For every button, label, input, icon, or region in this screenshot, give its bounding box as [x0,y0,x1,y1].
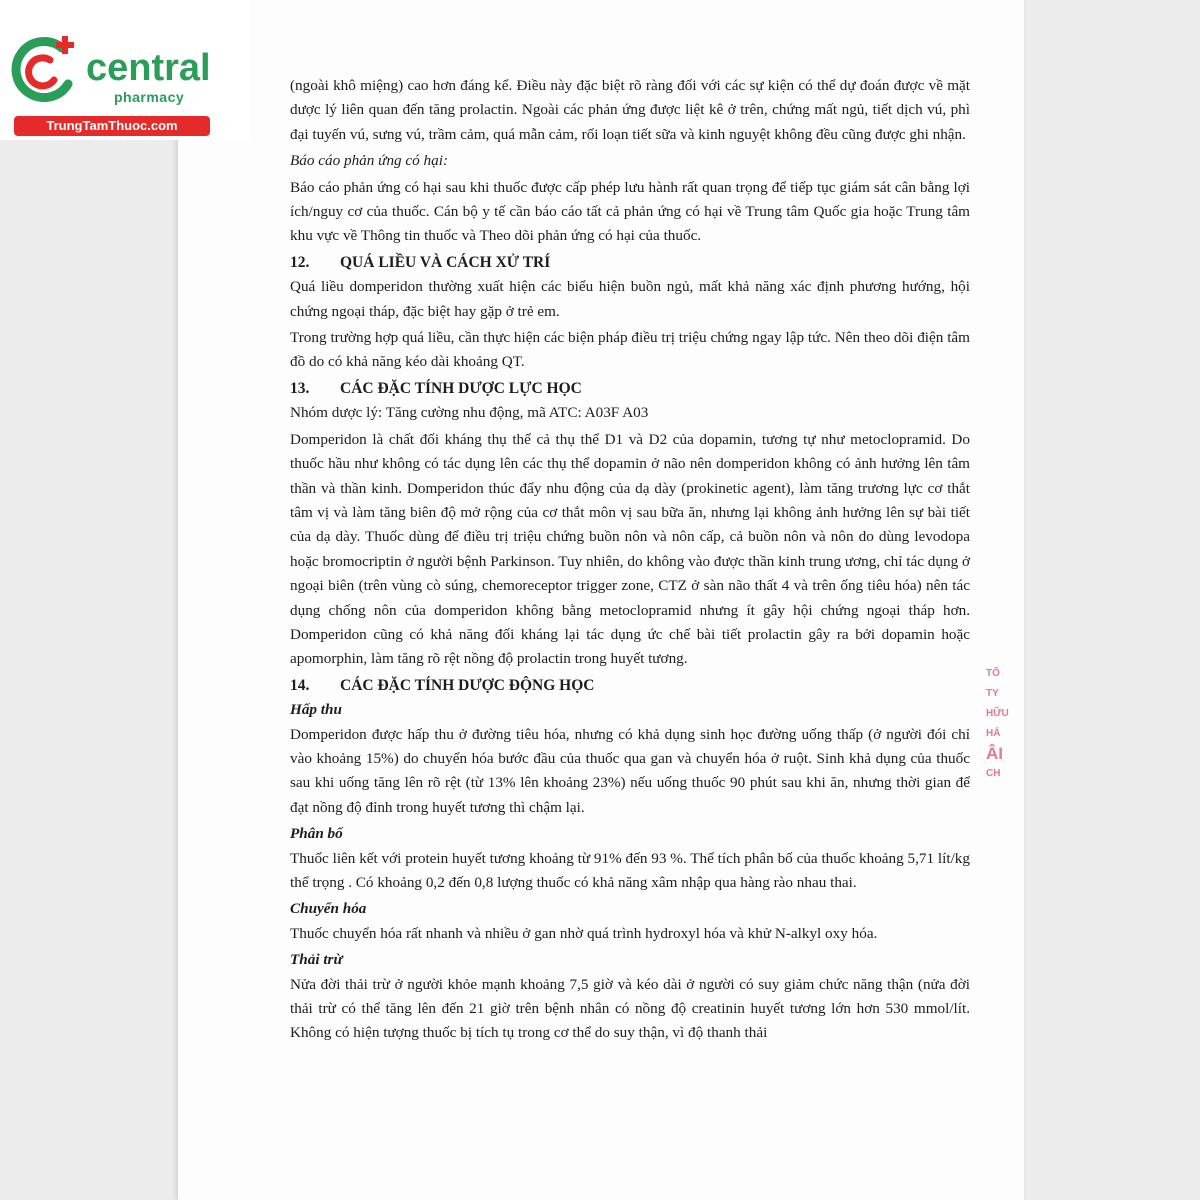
paragraph-pharmacodynamics: Domperidon là chất đối kháng thụ thể cả thụ thể D1 và D2 của dopamin, tương tự như metoclopramid. Do thuốc hầu như không có tác dụng lên các thụ thể dopamin ở não nên domperidon không có ảnh hưởng lên tâm thần và thần kinh. Domperidon thúc đẩy nhu động của dạ dày (prokinetic agent), làm tăng trương lực cơ thắt tâm vị và làm tăng biên độ mở rộng của cơ thắt môn vị sau bữa ăn, nhưng lại không ảnh hưởng lên sự bài tiết của dạ dày. Thuốc dùng để điều trị triệu chứng buồn nôn và nôn cấp, cả buồn nôn và nôn do dùng levodopa hoặc bromocriptin ở người bệnh Parkinson. Tuy nhiên, do không vào được thần kinh trung ương, chỉ tác dụng ở ngoại biên (trên vùng cò súng, chemoreceptor trigger zone, CTZ ở sàn não thất 4 và trên ống tiêu hóa) nên tác dụng chống nôn của domperidon không bằng metoclopramid nhưng ít gây hội chứng ngoại tháp hơn. Domperidon cũng có khả năng đối kháng lại tác dụng ức chế bài tiết prolactin gây ra bởi dopamin hoặc apomorphin, làm tăng rõ rệt nồng độ prolactin trong huyết tương. [290,430,970,668]
stamp-text: HẨ [986,728,1001,739]
stamp-text: TỔ [986,668,1000,679]
stamp-text: ÂI [986,744,1003,763]
section-number: 13. [290,379,310,397]
logo-subtitle: pharmacy [114,89,185,105]
section-title: CÁC ĐẶC TÍNH DƯỢC LỰC HỌC [340,379,582,397]
section-number: 14. [290,676,310,694]
paragraph-elimination: Nửa đời thải trừ ở người khỏe mạnh khoảng 7,5 giờ và kéo dài ở người có suy giảm chức năng thận (nửa đời thải trừ có thể tăng lên đến 21 giờ trên bệnh nhân có nồng độ creatinin huyết tương lớn hơn 530 mmol/lít. Không có hiện tượng thuốc bị tích tụ trong cơ thể do suy thận, vì độ thanh thải [290,975,970,1042]
paragraph-metabolism: Thuốc chuyển hóa rất nhanh và nhiều ở gan nhờ quá trình hydroxyl hóa và khử N-alkyl oxy hóa. [290,924,878,942]
logo-website: TrungTamThuoc.com [14,116,210,136]
section-14-heading [290,674,970,698]
document-content [290,74,970,1046]
pharmacy-logo-icon [10,34,82,110]
stamp-text: TY [986,688,999,699]
paragraph-pharmacologic-group: Nhóm dược lý: Tăng cường nhu động, mã ATC: A03F A03 [290,404,649,422]
stamp-text: CH [986,768,1001,779]
paragraph-side-effects: (ngoài khô miệng) cao hơn đáng kể. Điều này đặc biệt rõ ràng đối với các sự kiện có thể dự đoán được về mặt dược lý liên quan đến tăng prolactin. Ngoài các phản ứng được liệt kê ở trên, chứng mất ngủ, tiết dịch vú, phì đại tuyến vú, sưng vú, trầm cảm, quá mẫn cảm, rối loạn tiết sữa và kinh nguyệt không đều cũng được ghi nhận. [290,77,970,143]
subheading-distribution: Phân bố [290,825,343,843]
stamp-text: HỮU [986,708,1009,719]
subheading-report: Báo cáo phản ứng có hại: [290,152,449,170]
section-title: CÁC ĐẶC TÍNH DƯỢC ĐỘNG HỌC [340,676,595,694]
central-pharmacy-logo [0,0,250,140]
section-13-heading [290,377,970,401]
paragraph-report: Báo cáo phản ứng có hại sau khi thuốc được cấp phép lưu hành rất quan trọng để tiếp tục giám sát cân bằng lợi ích/nguy cơ của thuốc. Cán bộ y tế cần báo cáo tất cả phản ứng có hại về Trung tâm Quốc gia hoặc Trung tâm khu vực về Thông tin thuốc và Theo dõi phản ứng có hại của thuốc. [290,178,970,245]
red-stamp-fragment [986,664,1026,814]
subheading-metabolism: Chuyển hóa [290,900,367,918]
paragraph-overdose-1: Quá liều domperidon thường xuất hiện các biểu hiện buồn ngủ, mất khả năng xác định phương hướng, hội chứng ngoại tháp, đặc biệt hay gặp ở trẻ em. [290,278,970,320]
section-title: QUÁ LIỀU VÀ CÁCH XỬ TRÍ [340,253,551,271]
logo-brand-name: central [86,47,211,89]
subheading-absorption: Hấp thu [290,701,342,719]
section-number: 12. [290,253,310,271]
paragraph-overdose-2: Trong trường hợp quá liều, cần thực hiện các biện pháp điều trị triệu chứng ngay lập tức. Nên theo dõi điện tâm đồ do có khả năng kéo dài khoảng QT. [290,329,970,371]
section-12-heading [290,251,970,275]
paragraph-distribution: Thuốc liên kết với protein huyết tương khoảng từ 91% đến 93 %. Thể tích phân bố của thuốc khoảng 5,71 lít/kg thể trọng . Có khoảng 0,2 đến 0,8 lượng thuốc có khả năng xâm nhập qua hàng rào nhau thai. [290,849,970,891]
paragraph-absorption: Domperidon được hấp thu ở đường tiêu hóa, nhưng có khả dụng sinh học đường uống thấp (ở người đói chỉ vào khoảng 15%) do chuyển hóa bước đầu của thuốc qua gan và chuyển hóa ở ruột. Sinh khả dụng của thuốc sau khi uống tăng lên rõ rệt (từ 13% lên khoảng 23%) nếu uống thuốc 90 phút sau khi ăn, nhưng thời gian để đạt nồng độ đỉnh trong huyết tương thì chậm lại. [290,725,970,816]
subheading-elimination: Thải trừ [290,951,343,969]
